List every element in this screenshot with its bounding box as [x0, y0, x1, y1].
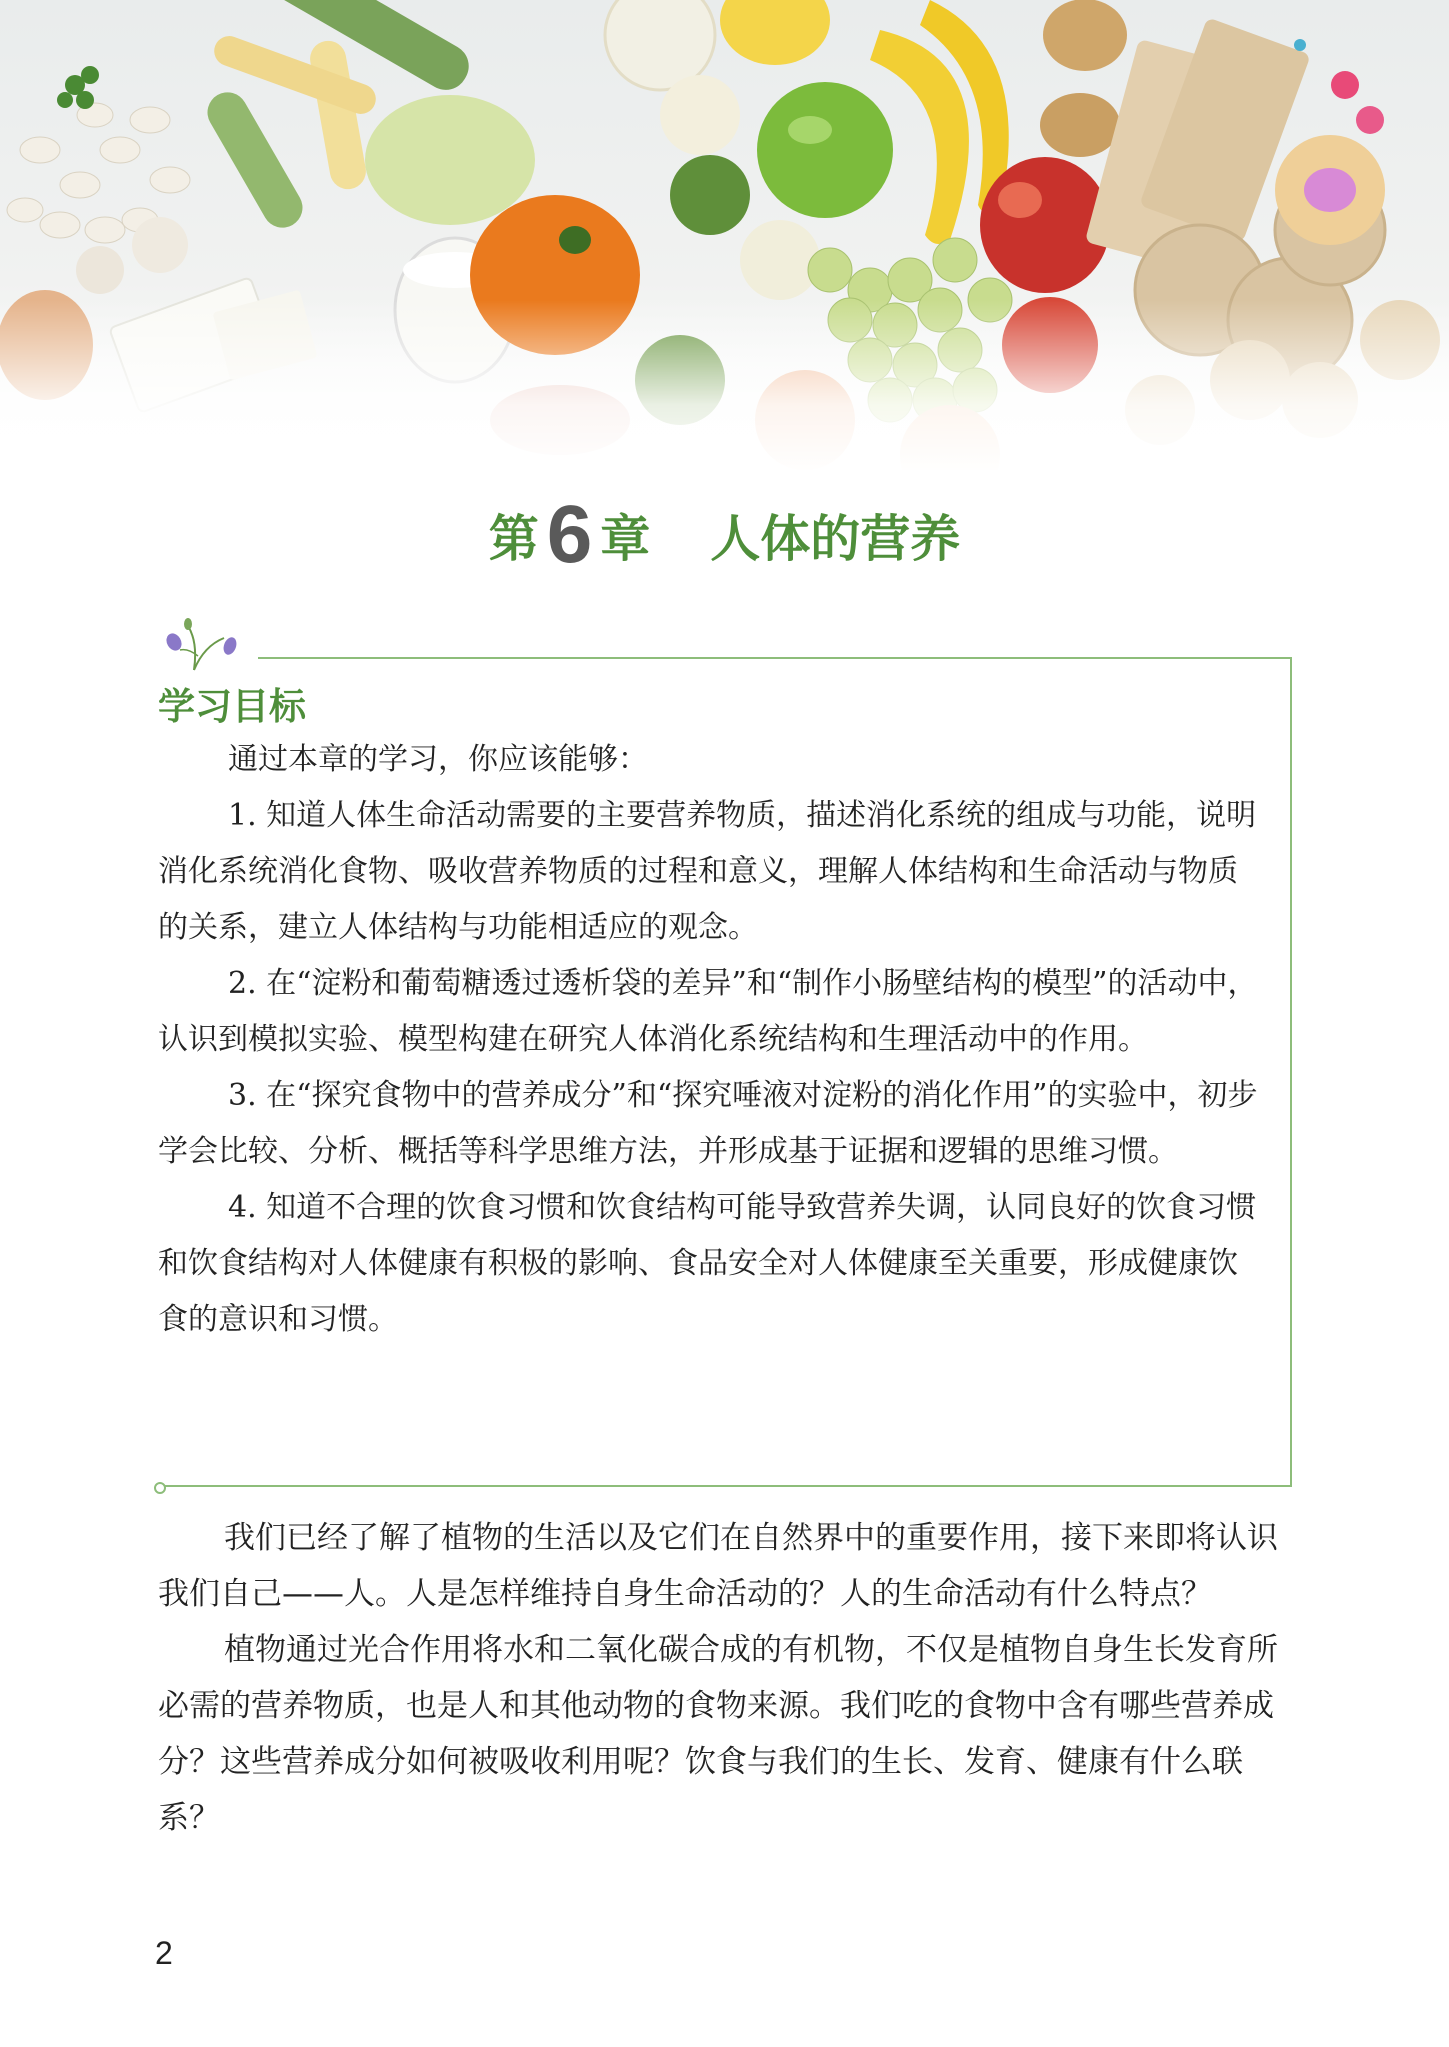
flower-sprig-icon — [158, 612, 258, 672]
goal-item: 3. 在“探究食物中的营养成分”和“探究唾液对淀粉的消化作用”的实验中，初步学会比较、分析、概括等科学思维方法，并形成基于证据和逻辑的思维习惯。 — [158, 1078, 1258, 1169]
chapter-name: 人体的营养 — [710, 510, 961, 568]
chapter-prefix: 第 — [488, 510, 539, 568]
body-paragraph: 我们已经了解了植物的生活以及它们在自然界中的重要作用，接下来即将认识我们自己——人。人是怎样维持自身生命活动的？人的生命活动有什么特点？ — [158, 1520, 1278, 1612]
goal-item: 4. 知道不合理的饮食习惯和饮食结构可能导致营养失调，认同良好的饮食习惯和饮食结构对人体健康有积极的影响、食品安全对人体健康至关重要，形成健康饮食的意识和习惯。 — [158, 1190, 1257, 1337]
goal-item: 2. 在“淀粉和葡萄糖透过透析袋的差异”和“制作小肠壁结构的模型”的活动中，认识到模拟实验、模型构建在研究人体消化系统结构和生理活动中的作用。 — [158, 966, 1258, 1057]
goals-intro: 通过本章的学习，你应该能够： — [228, 742, 648, 777]
learning-goals-text — [158, 732, 1266, 1348]
chapter-title — [0, 482, 1449, 580]
learning-goals-heading: 学习目标 — [158, 685, 306, 728]
box-corner-dot — [154, 1482, 166, 1494]
banner-fade — [0, 300, 1449, 470]
intro-body-text — [158, 1510, 1294, 1846]
chapter-suffix: 章 — [600, 510, 651, 568]
food-banner-image — [0, 0, 1449, 470]
body-paragraph: 植物通过光合作用将水和二氧化碳合成的有机物，不仅是植物自身生长发育所必需的营养物质，也是人和其他动物的食物来源。我们吃的食物中含有哪些营养成分？这些营养成分如何被吸收利用呢？饮食与我们的生长、发育、健康有什么联系？ — [158, 1632, 1278, 1836]
chapter-number: 6 — [546, 489, 593, 580]
page-number: 2 — [155, 1935, 173, 1971]
goal-item: 1. 知道人体生命活动需要的主要营养物质，描述消化系统的组成与功能，说明消化系统消化食物、吸收营养物质的过程和意义，理解人体结构和生命活动与物质的关系，建立人体结构与功能相适应的观念。 — [158, 798, 1257, 945]
